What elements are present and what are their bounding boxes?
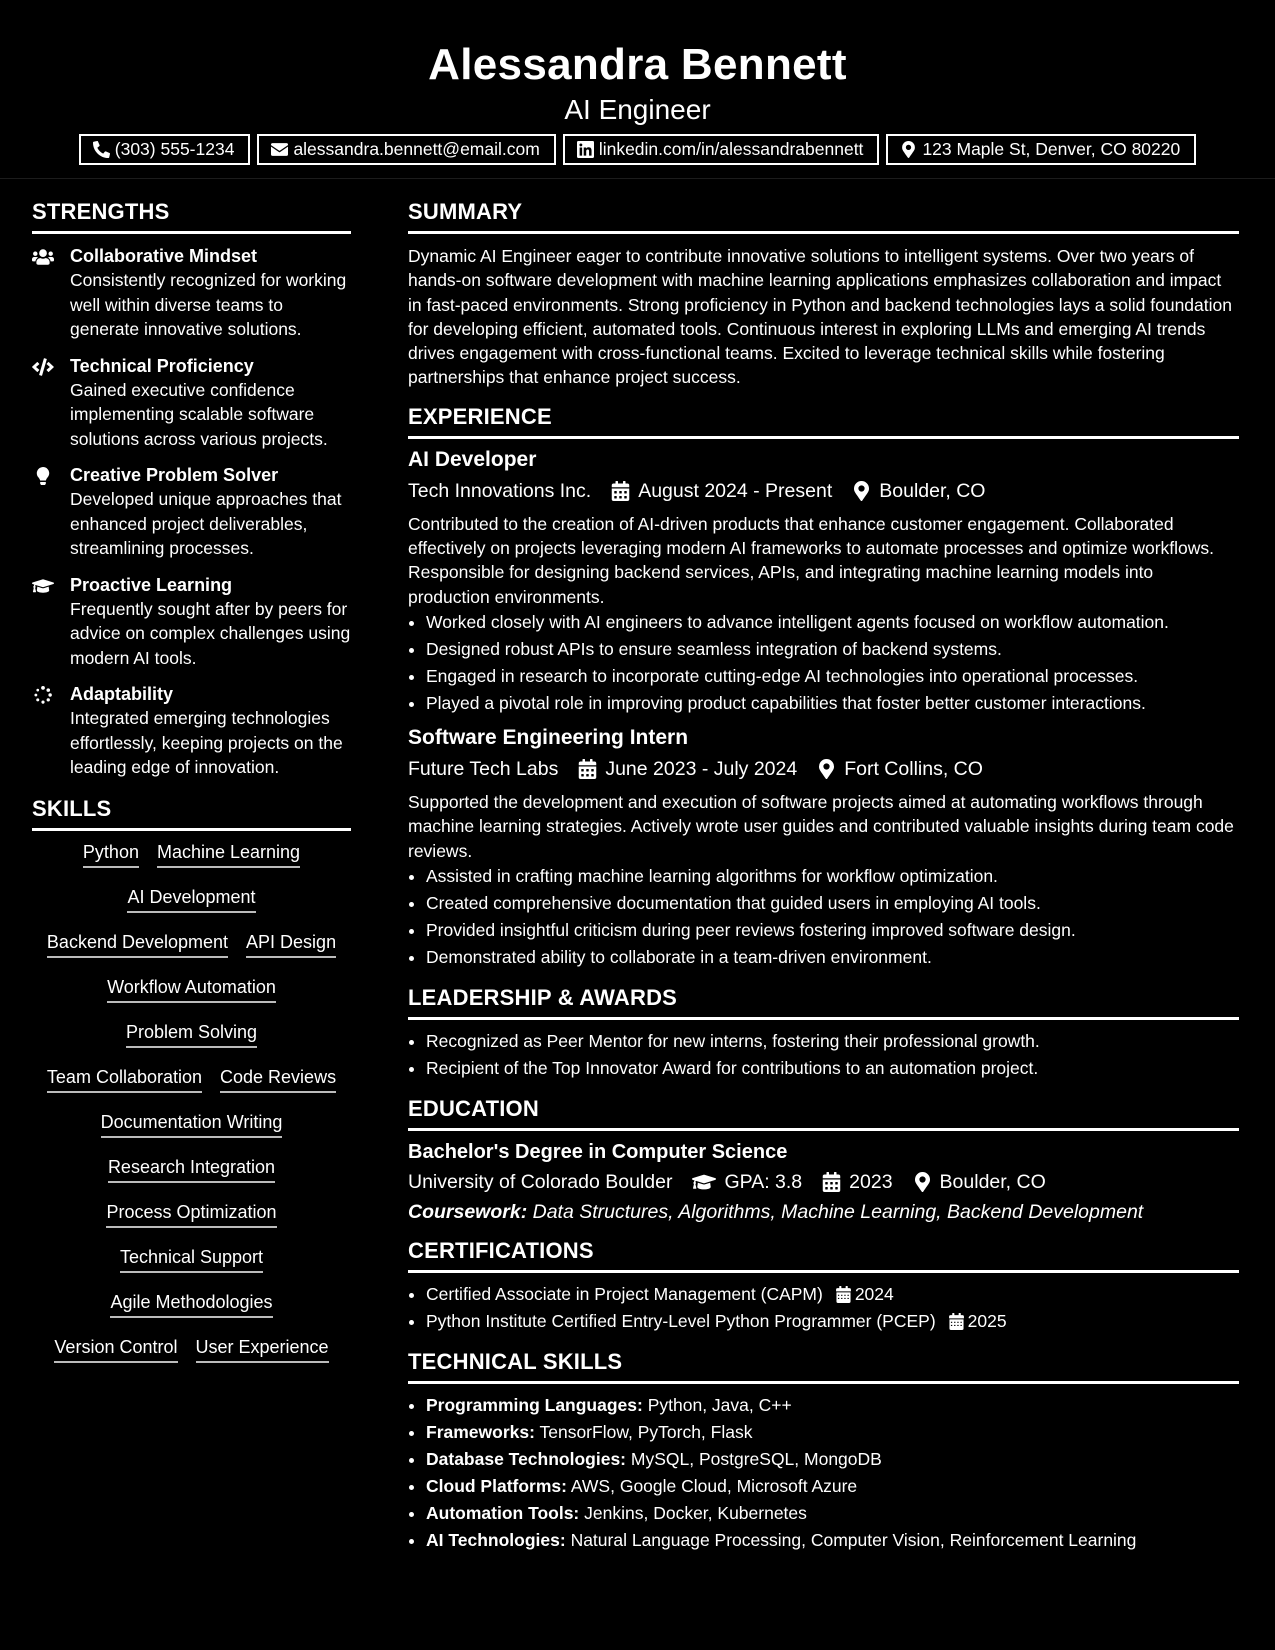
certification-item — [426, 1281, 1239, 1308]
technical-skill-item — [426, 1527, 1239, 1554]
certification-name: • Certified Associate in Project Management (CAPM) — [426, 1283, 823, 1304]
job-location: Boulder, CO — [879, 479, 986, 502]
certification-year: 2025 — [967, 1310, 1007, 1331]
technical-skill-label: Automation Tools: — [426, 1502, 580, 1523]
technical-skill-value: TensorFlow, PyTorch, Flask — [539, 1421, 753, 1442]
technical-skill-item — [426, 1446, 1239, 1473]
summary-heading: SUMMARY — [408, 199, 1239, 234]
certification-name: • Python Institute Certified Entry-Level Python Programmer (PCEP) — [426, 1310, 936, 1331]
skill-tag: Documentation Writing — [101, 1111, 283, 1138]
lightbulb-icon — [32, 467, 54, 485]
users-icon — [32, 248, 54, 266]
skill-row — [36, 1291, 347, 1336]
contact-bar — [0, 134, 1275, 165]
education-heading: EDUCATION — [408, 1096, 1239, 1131]
skill-tag: Workflow Automation — [107, 976, 276, 1003]
certifications-heading: CERTIFICATIONS — [408, 1238, 1239, 1273]
skill-tag: Problem Solving — [126, 1021, 257, 1048]
job-location: Fort Collins, CO — [844, 757, 983, 780]
strength-desc: Developed unique approaches that enhanced project deliverables, streamlining processes. — [70, 489, 342, 558]
strength-title: Creative Problem Solver — [70, 465, 279, 485]
skills-section — [32, 796, 351, 1381]
envelope-icon — [271, 141, 288, 158]
job-bullet: • Designed robust APIs to ensure seamless integration of backend systems. — [426, 636, 1239, 663]
leadership-list — [408, 1028, 1239, 1082]
strength-desc: Consistently recognized for working well within diverse teams to generate innovative solutions. — [70, 270, 347, 339]
skill-tag: Machine Learning — [157, 841, 300, 868]
calendar-icon — [822, 1172, 841, 1192]
strengths-list — [32, 244, 351, 780]
technical-skill-item — [426, 1419, 1239, 1446]
certification-item — [426, 1308, 1239, 1335]
contact-linkedin-text: linkedin.com/in/alessandrabennett — [598, 139, 864, 159]
contact-address[interactable] — [886, 134, 1196, 165]
graduation-year: 2023 — [849, 1170, 893, 1193]
code-icon — [32, 358, 54, 376]
technical-skills-list — [408, 1392, 1239, 1554]
map-pin-icon — [900, 141, 917, 158]
job-bullet: • Engaged in research to incorporate cutting-edge AI technologies into operational processes. — [426, 663, 1239, 690]
skill-row — [36, 1156, 347, 1201]
skill-tag: Python — [83, 841, 139, 868]
map-pin-icon — [817, 759, 836, 779]
strength-item — [32, 354, 351, 452]
strength-item — [32, 463, 351, 561]
candidate-role: AI Engineer — [564, 94, 711, 125]
skill-tag: Code Reviews — [220, 1066, 336, 1093]
job-dates: June 2023 - July 2024 — [605, 757, 798, 780]
left-column — [32, 199, 351, 1381]
calendar-icon — [948, 1313, 965, 1330]
skill-tag: Process Optimization — [106, 1201, 276, 1228]
job-bullet: • Assisted in crafting machine learning algorithms for workflow optimization. — [426, 863, 1239, 890]
spinner-icon — [32, 686, 54, 704]
job-meta — [408, 756, 1239, 782]
experience-section — [408, 404, 1239, 971]
technical-skills-section — [408, 1349, 1239, 1554]
candidate-name: Alessandra Bennett — [428, 40, 847, 89]
contact-phone-text: (303) 555-1234 — [114, 139, 235, 159]
job-bullet: • Worked closely with AI engineers to advance intelligent agents focused on workflow automation. — [426, 609, 1239, 636]
job-company: Future Tech Labs — [408, 757, 559, 780]
job-dates: August 2024 - Present — [638, 479, 833, 502]
gpa: GPA: 3.8 — [724, 1170, 803, 1193]
skill-tag: Agile Methodologies — [110, 1291, 272, 1318]
skill-tag: Technical Support — [120, 1246, 263, 1273]
skill-row — [36, 1201, 347, 1246]
technical-skill-value: MySQL, PostgreSQL, MongoDB — [630, 1448, 882, 1469]
job-company: Tech Innovations Inc. — [408, 479, 592, 502]
job-description: Supported the development and execution of software projects aimed at automating workflows through machine learning strategies. Actively wrote user guides and contributed valuable insights during team code reviews. — [408, 791, 1234, 861]
technical-skill-label: Database Technologies: — [426, 1448, 627, 1469]
contact-email[interactable] — [257, 134, 555, 165]
skill-tag: API Design — [246, 931, 336, 958]
job-bullets — [408, 863, 1239, 971]
skill-tag: User Experience — [196, 1336, 329, 1363]
certifications-list — [408, 1281, 1239, 1335]
skill-tag: Backend Development — [47, 931, 228, 958]
calendar-icon — [611, 481, 630, 501]
strength-title: Proactive Learning — [70, 574, 233, 595]
strengths-heading: STRENGTHS — [32, 199, 351, 234]
graduation-cap-icon — [692, 1172, 716, 1192]
resume-header — [0, 0, 1275, 179]
skill-row — [36, 1066, 347, 1111]
contact-address-text: 123 Maple St, Denver, CO 80220 — [922, 139, 1181, 159]
phone-icon — [93, 141, 110, 158]
technical-skill-label: Frameworks: — [426, 1421, 535, 1442]
technical-skill-value: Natural Language Processing, Computer Vision, Reinforcement Learning — [570, 1529, 1137, 1550]
strength-item — [32, 682, 351, 780]
coursework-list: Data Structures, Algorithms, Machine Learning, Backend Development — [532, 1200, 1144, 1223]
certifications-section — [408, 1238, 1239, 1335]
strength-item — [32, 573, 351, 671]
summary-text: Dynamic AI Engineer eager to contribute innovative solutions to intelligent systems. Over two years of hands-on software development with machine learning applications emphasizes collaboration and impact in fast-paced environments. Strong proficiency in Python and backend technologies lays a solid foundation for developing efficient, automated tools. Continuous interest in exploring LLMs and emerging AI trends drives engagement with cross-functional teams. Excited to leverage technical skills while fostering partnerships that enhance project success. — [408, 246, 1232, 388]
leadership-item: • Recipient of the Top Innovator Award for contributions to an automation project. — [426, 1055, 1239, 1082]
technical-skill-value: Python, Java, C++ — [647, 1394, 792, 1415]
coursework — [408, 1201, 1239, 1224]
map-pin-icon — [913, 1172, 932, 1192]
certification-year: 2024 — [854, 1283, 894, 1304]
job-meta — [408, 478, 1239, 504]
skill-row — [36, 841, 347, 886]
school-location: Boulder, CO — [939, 1170, 1046, 1193]
strength-title: Adaptability — [70, 684, 174, 704]
technical-skill-value: Jenkins, Docker, Kubernetes — [584, 1502, 807, 1523]
skill-row — [36, 931, 347, 976]
leadership-heading: LEADERSHIP & AWARDS — [408, 985, 1239, 1020]
graduation-cap-icon — [32, 577, 54, 595]
strength-desc: Gained executive confidence implementing scalable software solutions across various projects. — [70, 379, 328, 449]
job-entry — [408, 447, 1239, 717]
technical-skill-item — [426, 1500, 1239, 1527]
coursework-label: Coursework: — [408, 1200, 528, 1223]
skill-row — [36, 1021, 347, 1066]
strength-title: Collaborative Mindset — [70, 246, 258, 266]
job-bullet: • Played a pivotal role in improving product capabilities that foster better customer interactions. — [426, 690, 1239, 717]
map-pin-icon — [852, 481, 871, 501]
contact-linkedin[interactable] — [563, 134, 880, 165]
skill-row — [36, 1111, 347, 1156]
job-bullet: • Provided insightful criticism during peer reviews fostering improved software design. — [426, 917, 1239, 944]
skill-tag: Version Control — [54, 1336, 177, 1363]
job-title: Software Engineering Intern — [408, 725, 689, 749]
skill-row — [36, 976, 347, 1021]
job-entry — [408, 725, 1239, 971]
technical-skill-label: AI Technologies: — [426, 1529, 566, 1550]
skills-tags — [32, 841, 351, 1381]
job-description: Contributed to the creation of AI-driven products that enhance customer engagement. Collaborated effectively on projects leveraging modern AI frameworks to automate processes and optimize workflows. Responsible for designing backend services, APIs, and integrating machine learning models into production environments. — [408, 513, 1215, 607]
strength-title: Technical Proficiency — [70, 355, 254, 376]
job-bullet: • Created comprehensive documentation that guided users in employing AI tools. — [426, 890, 1239, 917]
job-title: AI Developer — [408, 447, 537, 471]
technical-skills-heading: TECHNICAL SKILLS — [408, 1349, 1239, 1384]
right-column — [408, 199, 1239, 1554]
skill-row — [36, 886, 347, 931]
technical-skill-label: Cloud Platforms: — [426, 1475, 567, 1496]
technical-skill-label: Programming Languages: — [426, 1394, 643, 1415]
education-section — [408, 1096, 1239, 1224]
contact-phone[interactable] — [79, 134, 251, 165]
education-meta — [408, 1169, 1239, 1195]
linkedin-icon — [577, 141, 594, 158]
contact-email-text: alessandra.bennett@email.com — [293, 139, 540, 159]
skills-heading: SKILLS — [32, 796, 351, 831]
skill-row — [36, 1336, 347, 1381]
skill-tag: Research Integration — [108, 1156, 275, 1183]
technical-skill-value: AWS, Google Cloud, Microsoft Azure — [570, 1475, 858, 1496]
skill-tag: AI Development — [127, 886, 255, 913]
degree-title: Bachelor's Degree in Computer Science — [408, 1140, 788, 1163]
calendar-icon — [578, 759, 597, 779]
school-name: University of Colorado Boulder — [408, 1170, 673, 1193]
job-bullets — [408, 609, 1239, 717]
skill-row — [36, 1246, 347, 1291]
strength-desc: Integrated emerging technologies effortlessly, keeping projects on the leading edge of innovation. — [70, 708, 343, 777]
skill-tag: Team Collaboration — [47, 1066, 202, 1093]
calendar-icon — [835, 1286, 852, 1303]
strength-item — [32, 244, 351, 342]
technical-skill-item — [426, 1473, 1239, 1500]
leadership-section — [408, 985, 1239, 1082]
job-bullet: • Demonstrated ability to collaborate in a team-driven environment. — [426, 944, 1239, 971]
leadership-item: • Recognized as Peer Mentor for new interns, fostering their professional growth. — [426, 1028, 1239, 1055]
strength-desc: Frequently sought after by peers for advice on complex challenges using modern AI tools. — [70, 598, 351, 668]
experience-heading: EXPERIENCE — [408, 404, 1239, 439]
technical-skill-item — [426, 1392, 1239, 1419]
